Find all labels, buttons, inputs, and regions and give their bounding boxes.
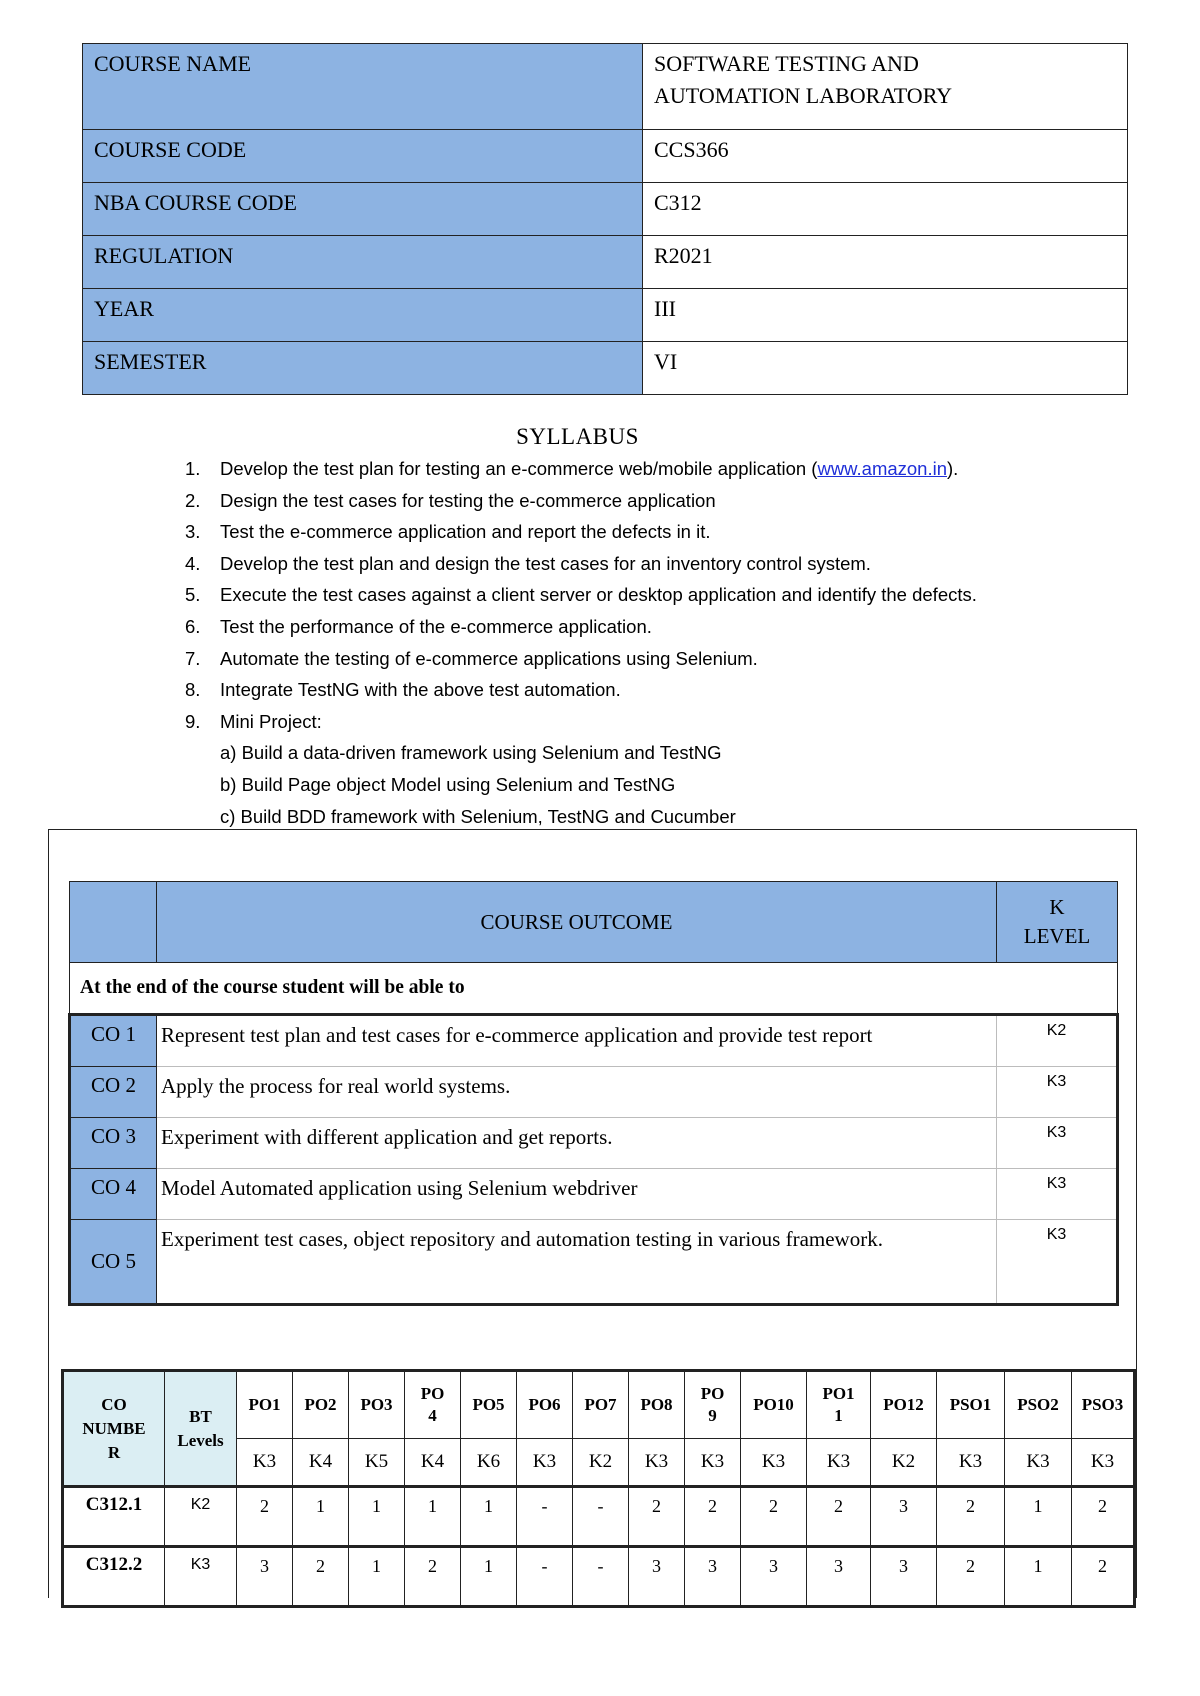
co-k-level: K3 <box>997 1118 1118 1169</box>
po-header-line: PO1 <box>822 1384 855 1403</box>
syllabus-item-text: Test the performance of the e-commerce application. <box>220 615 652 637</box>
semester-label: SEMESTER <box>83 342 643 395</box>
po-k-level: K5 <box>349 1439 405 1487</box>
mapping-value: 3 <box>871 1547 937 1607</box>
syllabus-item <box>185 516 977 548</box>
po-k-level: K3 <box>685 1439 741 1487</box>
mapping-value: 2 <box>807 1487 871 1547</box>
course-code-label: COURSE CODE <box>83 130 643 183</box>
po-k-level: K3 <box>1005 1439 1072 1487</box>
pso-header: PSO3 <box>1072 1371 1135 1439</box>
syllabus-item-number: 3. <box>185 521 201 543</box>
course-outcome-intro: At the end of the course student will be able to <box>70 963 1118 1015</box>
mapping-value: 2 <box>293 1547 349 1607</box>
co-number-header-line: CO <box>101 1394 127 1414</box>
course-outcome-row <box>70 1169 1118 1220</box>
mapping-value: 1 <box>405 1487 461 1547</box>
course-outcome-intro-row <box>70 963 1118 1015</box>
regulation-label: REGULATION <box>83 236 643 289</box>
po-k-level: K3 <box>1072 1439 1135 1487</box>
po-header: PO1 <box>237 1371 293 1439</box>
co-number: C312.1 <box>63 1487 165 1547</box>
co-number: C312.2 <box>63 1547 165 1607</box>
po-header: PO12 <box>871 1371 937 1439</box>
mapping-value: 3 <box>741 1547 807 1607</box>
syllabus-item-number: 4. <box>185 552 201 574</box>
syllabus-item-text: Execute the test cases against a client server or desktop application and identify the defects. <box>220 584 977 606</box>
syllabus-item-text: Develop the test plan and design the test cases for an inventory control system. <box>220 552 871 574</box>
po-header-line: 9 <box>708 1406 717 1425</box>
course-name-value <box>643 44 1128 130</box>
bt-levels-header <box>165 1371 237 1487</box>
bt-level: K3 <box>165 1547 237 1607</box>
co-id: CO 1 <box>70 1015 157 1067</box>
po-header: PO10 <box>741 1371 807 1439</box>
co-id: CO 5 <box>70 1220 157 1305</box>
co-po-mapping-table <box>61 1369 1136 1608</box>
course-name-text: SOFTWARE TESTING AND AUTOMATION LABORATORY <box>654 51 953 108</box>
k-level-header-line1: K <box>1049 895 1065 919</box>
bt-level: K2 <box>165 1487 237 1547</box>
co-id: CO 3 <box>70 1118 157 1169</box>
mapping-value: 2 <box>629 1487 685 1547</box>
mapping-value: 1 <box>349 1487 405 1547</box>
mapping-value: 2 <box>237 1487 293 1547</box>
mini-project-item: c) Build BDD framework with Selenium, TestNG and Cucumber <box>220 805 736 827</box>
mapping-value: 1 <box>461 1547 517 1607</box>
course-info-row <box>83 183 1128 236</box>
co-k-level: K3 <box>997 1220 1118 1305</box>
co-header-blank <box>70 882 157 963</box>
k-level-header-line2: LEVEL <box>1023 924 1091 948</box>
mapping-value: 2 <box>937 1487 1005 1547</box>
course-outcome-header-row <box>70 882 1118 963</box>
course-info-row <box>83 130 1128 183</box>
bt-levels-header-line: BT <box>189 1406 212 1426</box>
course-info-table <box>82 43 1128 395</box>
mapping-value: - <box>517 1487 573 1547</box>
syllabus-item-number: 5. <box>185 584 201 606</box>
po-k-level: K2 <box>573 1439 629 1487</box>
regulation-value: R2021 <box>643 236 1128 289</box>
amazon-link[interactable]: www.amazon.in <box>817 458 948 479</box>
mapping-value: 2 <box>1072 1487 1135 1547</box>
course-outcome-table <box>68 881 1119 1306</box>
co-k-level: K3 <box>997 1169 1118 1220</box>
semester-value: VI <box>643 342 1128 395</box>
po-header: PO3 <box>349 1371 405 1439</box>
mapping-value: 1 <box>1005 1547 1072 1607</box>
po-k-level: K3 <box>237 1439 293 1487</box>
mapping-value: - <box>573 1487 629 1547</box>
mapping-value: 2 <box>685 1487 741 1547</box>
mapping-value: 3 <box>685 1547 741 1607</box>
pso-header: PSO1 <box>937 1371 1005 1439</box>
mini-project-item: a) Build a data-driven framework using Selenium and TestNG <box>220 742 722 764</box>
co-description: Experiment test cases, object repository and automation testing in various framework. <box>157 1220 997 1305</box>
po-header-line: 4 <box>428 1406 437 1425</box>
mapping-value: 3 <box>871 1487 937 1547</box>
po-header <box>685 1371 741 1439</box>
po-header-line: PO <box>700 1384 725 1403</box>
syllabus-heading: SYLLABUS <box>516 424 639 449</box>
po-k-level: K4 <box>405 1439 461 1487</box>
syllabus-item-text: Automate the testing of e-commerce applications using Selenium. <box>220 647 758 669</box>
mapping-value: 1 <box>461 1487 517 1547</box>
co-description: Represent test plan and test cases for e-commerce application and provide test report <box>157 1015 997 1067</box>
syllabus-item-text: Test the e-commerce application and report the defects in it. <box>220 521 711 543</box>
nba-course-code-label: NBA COURSE CODE <box>83 183 643 236</box>
bt-levels-header-line: Levels <box>177 1430 224 1450</box>
course-outcome-header: COURSE OUTCOME <box>157 882 997 963</box>
mapping-header-row <box>63 1371 1135 1439</box>
syllabus-item <box>185 643 977 675</box>
po-header: PO7 <box>573 1371 629 1439</box>
co-number-header-line: NUMBE <box>82 1418 146 1438</box>
co-description: Experiment with different application and get reports. <box>157 1118 997 1169</box>
course-name-label: COURSE NAME <box>83 44 643 130</box>
co-id: CO 4 <box>70 1169 157 1220</box>
k-level-header <box>997 882 1118 963</box>
syllabus-list <box>185 453 977 832</box>
course-code-value: CCS366 <box>643 130 1128 183</box>
course-info-row <box>83 342 1128 395</box>
syllabus-item-text: Integrate TestNG with the above test automation. <box>220 679 621 701</box>
mapping-value: 2 <box>1072 1547 1135 1607</box>
syllabus-item <box>185 548 977 580</box>
syllabus-item-number: 2. <box>185 489 201 511</box>
po-header: PO8 <box>629 1371 685 1439</box>
po-k-level: K4 <box>293 1439 349 1487</box>
po-k-level: K3 <box>629 1439 685 1487</box>
syllabus-item-number: 7. <box>185 647 201 669</box>
syllabus-item <box>185 453 977 485</box>
mini-project-item: b) Build Page object Model using Selenium and TestNG <box>220 773 676 795</box>
course-info-row <box>83 236 1128 289</box>
course-outcome-row <box>70 1015 1118 1067</box>
co-number-header <box>63 1371 165 1487</box>
po-k-level: K3 <box>807 1439 871 1487</box>
mapping-value: 2 <box>741 1487 807 1547</box>
syllabus-item <box>185 674 977 706</box>
mapping-value: 1 <box>349 1547 405 1607</box>
syllabus-item-suffix: ). <box>947 458 959 479</box>
po-k-level: K3 <box>937 1439 1005 1487</box>
syllabus-item-number: 6. <box>185 615 201 637</box>
course-info-row <box>83 44 1128 130</box>
syllabus-item-text: Develop the test plan for testing an e-commerce web/mobile application ( <box>220 458 818 479</box>
po-k-level: K2 <box>871 1439 937 1487</box>
syllabus-item <box>185 611 977 643</box>
co-k-level: K3 <box>997 1067 1118 1118</box>
mapping-value: - <box>573 1547 629 1607</box>
year-value: III <box>643 289 1128 342</box>
po-k-level: K6 <box>461 1439 517 1487</box>
po-header-line: 1 <box>834 1406 843 1425</box>
po-k-level: K3 <box>517 1439 573 1487</box>
course-outcome-row <box>70 1118 1118 1169</box>
syllabus-item <box>185 706 977 738</box>
po-header: PO6 <box>517 1371 573 1439</box>
mapping-value: - <box>517 1547 573 1607</box>
nba-course-code-value: C312 <box>643 183 1128 236</box>
po-header <box>807 1371 871 1439</box>
mapping-value: 2 <box>405 1547 461 1607</box>
syllabus-item-number: 8. <box>185 679 201 701</box>
syllabus-item-number: 1. <box>185 458 201 479</box>
mapping-value: 1 <box>1005 1487 1072 1547</box>
syllabus-item <box>185 485 977 517</box>
syllabus-item-text: Mini Project: <box>220 710 322 732</box>
mapping-value: 3 <box>807 1547 871 1607</box>
year-label: YEAR <box>83 289 643 342</box>
mapping-row <box>63 1487 1135 1547</box>
co-k-level: K2 <box>997 1015 1118 1067</box>
syllabus-item-number: 9. <box>185 710 201 732</box>
mapping-value: 1 <box>293 1487 349 1547</box>
syllabus-item <box>185 579 977 611</box>
mapping-value: 2 <box>937 1547 1005 1607</box>
co-id: CO 2 <box>70 1067 157 1118</box>
pso-header: PSO2 <box>1005 1371 1072 1439</box>
course-outcome-row <box>70 1220 1118 1305</box>
co-description: Apply the process for real world systems. <box>157 1067 997 1118</box>
co-number-header-line: R <box>107 1442 121 1462</box>
course-info-row <box>83 289 1128 342</box>
po-header-line: PO <box>420 1384 445 1403</box>
po-k-level: K3 <box>741 1439 807 1487</box>
mapping-value: 3 <box>629 1547 685 1607</box>
mapping-value: 3 <box>237 1547 293 1607</box>
po-header: PO5 <box>461 1371 517 1439</box>
co-description: Model Automated application using Selenium webdriver <box>157 1169 997 1220</box>
mapping-row <box>63 1547 1135 1607</box>
po-header: PO2 <box>293 1371 349 1439</box>
po-header <box>405 1371 461 1439</box>
syllabus-item-text: Design the test cases for testing the e-commerce application <box>220 489 716 511</box>
course-outcome-row <box>70 1067 1118 1118</box>
